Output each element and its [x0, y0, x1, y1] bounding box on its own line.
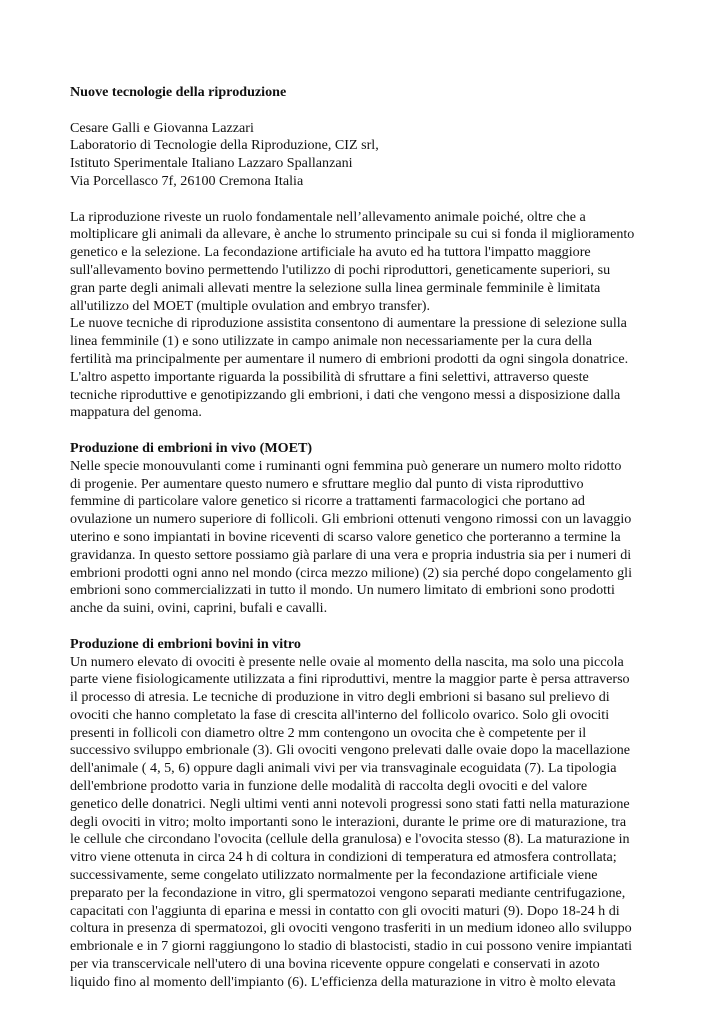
section-line: per via transcervicale nell'utero di una bovina ricevente oppure congelati e conservati in azoto: [70, 956, 600, 973]
section-line: embrionale e in 7 giorni raggiungono lo stadio di blastocisti, stadio in cui possono venire impiantati: [70, 938, 633, 955]
section-in-vitro: [70, 636, 660, 992]
section-line: vitro viene ottenuta in circa 24 h di coltura in condizioni di temperatura ed atmosfera controllata;: [70, 849, 617, 866]
section-line: ovulazione un numero superiore di follicoli. Gli embrioni ottenuti vengono rimossi con un lavaggio: [70, 511, 632, 528]
affiliation-address: Via Porcellasco 7f, 26100 Cremona Italia: [70, 172, 304, 189]
section-line: Un numero elevato di ovociti è presente nelle ovaie al momento della nascita, ma solo una piccola: [70, 653, 624, 670]
intro-line: La riproduzione riveste un ruolo fondamentale nell’allevamento animale poiché, oltre che a: [70, 208, 586, 225]
intro-line: fertilità ma principalmente per aumentare il numero di embrioni prodotti da ogni singola donatrice.: [70, 350, 629, 367]
section-line: dell'embrione prodotto varia in funzione delle modalità di raccolta degli ovociti e del valore: [70, 778, 588, 795]
intro-paragraph: [70, 209, 660, 423]
section-moet: [70, 440, 660, 618]
intro-line: all'utilizzo del MOET (multiple ovulation and embryo transfer).: [70, 297, 431, 314]
section-line: genetico delle donatrici. Negli ultimi venti anni notevoli progressi sono stati fatti nella maturazione: [70, 795, 630, 812]
section-line: degli ovociti in vitro; molto importanti sono le interazioni, durante le prime ore di maturazione, tra: [70, 813, 627, 830]
section-line: successivamente, seme congelato utilizzato normalmente per la fecondazione artificiale viene: [70, 867, 598, 884]
section-line: di progenie. Per aumentare questo numero e sfruttare meglio dal punto di vista riproduttivo: [70, 475, 584, 492]
section-line: femmine di particolare valore genetico si ricorre a trattamenti farmacologici che portano ad: [70, 493, 585, 510]
section-line: embrioni sono commercializzati in tutto il mondo. Un numero limitato di embrioni sono prodotti: [70, 582, 615, 599]
section-heading: Produzione di embrioni in vivo (MOET): [70, 439, 313, 456]
intro-line: linea femminile (1) e sono utilizzate in campo animale non necessariamente per la cura della: [70, 333, 593, 350]
section-line: presenti in follicoli con diametro oltre 2 mm contengono un ovocita che è competente per il: [70, 724, 587, 741]
document-page: [70, 84, 660, 992]
intro-line: gran parte degli animali allevati mentre la selezione sulla linea germinale femminile è limitata: [70, 279, 601, 296]
section-line: le cellule che circondano l'ovocita (cellule della granulosa) e l'ovocita stesso (8). La maturazione in: [70, 831, 630, 848]
intro-line: tecniche riproduttive e genotipizzando gli embrioni, i dati che vengono messi a disposizione dalla: [70, 386, 621, 403]
section-line: successivo sviluppo embrionale (3). Gli ovociti vengono prelevati dalle ovaie dopo la macellazione: [70, 742, 631, 759]
section-line: embrioni prodotti ogni anno nel mondo (circa mezzo milione) (2) sia perché dopo congelamento gli: [70, 564, 633, 581]
section-line: anche da suini, ovini, caprini, bufali e cavalli.: [70, 600, 328, 617]
document-title: Nuove tecnologie della riproduzione: [70, 84, 287, 100]
section-line: Nelle specie monouvulanti come i ruminanti ogni femmina può generare un numero molto ridotto: [70, 457, 622, 474]
affiliation-lab: Laboratorio di Tecnologie della Riproduzione, CIZ srl,: [70, 137, 379, 154]
section-line: preparato per la fecondazione in vitro, gli spermatozoi vengono separati mediante centrifugazione,: [70, 884, 626, 901]
section-line: parte viene fisiologicamente utilizzata a fini riproduttivi, mentre la maggior parte è persa attraverso: [70, 671, 630, 688]
section-heading: Produzione di embrioni bovini in vitro: [70, 635, 301, 652]
intro-line: mappatura del genoma.: [70, 404, 202, 421]
intro-line: L'altro aspetto importante riguarda la possibilità di sfruttare a fini selettivi, attraverso queste: [70, 368, 589, 385]
section-line: capacitati con l'aggiunta di eparina e messi in contatto con gli ovociti maturi (9). Dopo 18-24 h di: [70, 902, 620, 919]
author-block: [70, 120, 660, 191]
section-line: uterino e sono impiantati in bovine riceventi di scarso valore genetico che porteranno a termine la: [70, 528, 621, 545]
intro-line: genetico e la selezione. La fecondazione artificiale ha avuto ed ha tuttora l'impatto maggiore: [70, 244, 591, 261]
author-names: Cesare Galli e Giovanna Lazzari: [70, 119, 254, 136]
affiliation-institute: Istituto Sperimentale Italiano Lazzaro Spallanzani: [70, 155, 353, 172]
section-line: coltura in presenza di spermatozoi, gli ovociti vengono trasferiti in un medium idoneo allo sviluppo: [70, 920, 632, 937]
section-line: ovociti che hanno completato la fase di crescita all'interno del follicolo ovarico. Solo gli ovociti: [70, 706, 610, 723]
section-line: gravidanza. In questo settore possiamo già parlare di una vera e propria industria sia per i numeri di: [70, 546, 632, 563]
intro-line: moltiplicare gli animali da allevare, è anche lo strumento principale su cui si fonda il miglioramento: [70, 226, 635, 243]
section-line: dell'animale ( 4, 5, 6) oppure dagli animali vivi per via transvaginale ecoguidata (7). La tipologia: [70, 760, 617, 777]
intro-line: Le nuove tecniche di riproduzione assistita consentono di aumentare la pressione di selezione sulla: [70, 315, 627, 332]
intro-line: sull'allevamento bovino permettendo l'utilizzo di pochi riproduttori, geneticamente superiori, su: [70, 261, 611, 278]
section-line: il processo di atresia. Le tecniche di produzione in vitro degli embrioni si basano sul prelievo di: [70, 689, 610, 706]
section-line: liquido fino al momento dell'impianto (6). L'efficienza della maturazione in vitro è molto elevata: [70, 973, 616, 990]
